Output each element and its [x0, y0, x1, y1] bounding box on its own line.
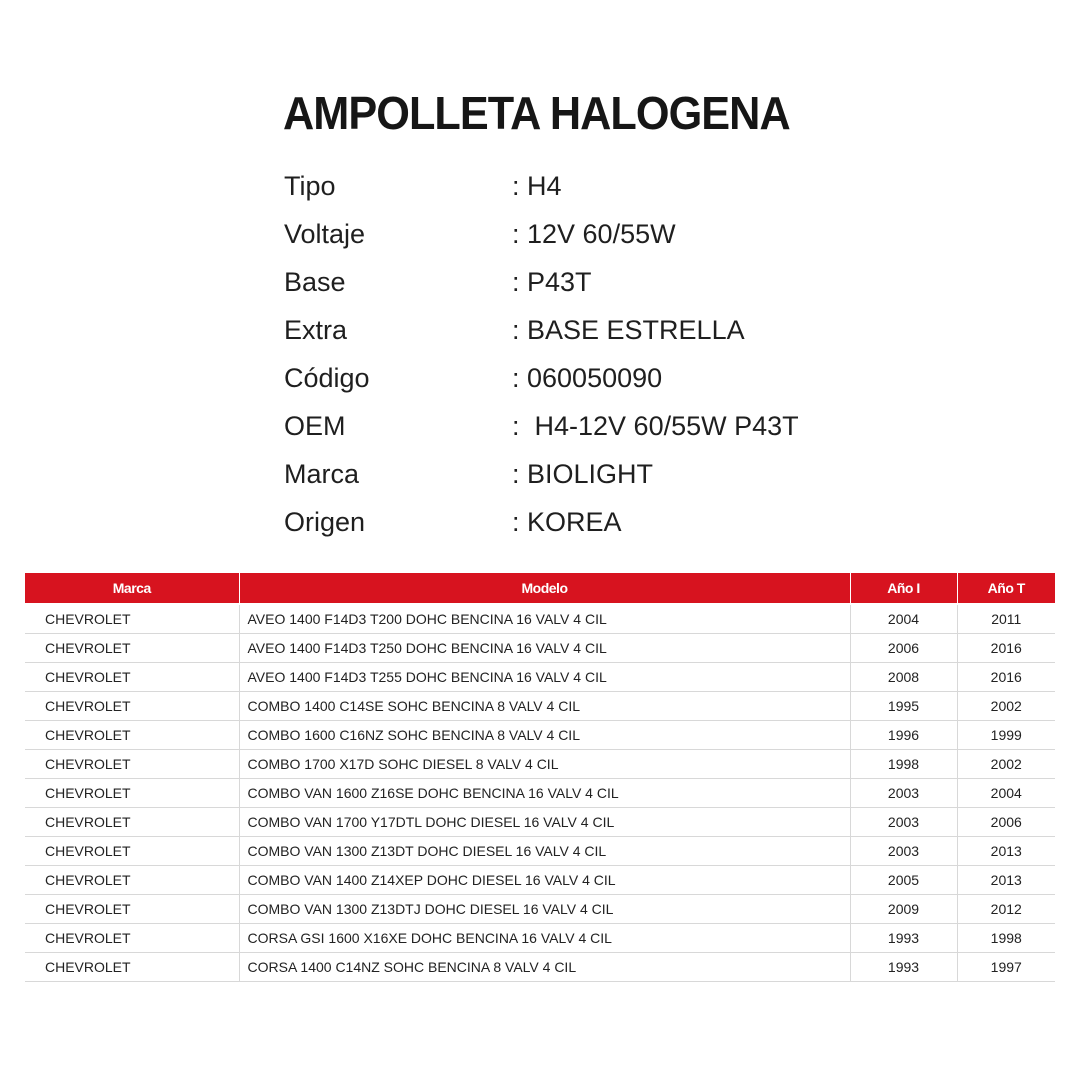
spec-value: : 12V 60/55W	[512, 218, 676, 249]
spec-row-oem	[284, 402, 844, 450]
column-header-year-end: Año T	[957, 573, 1055, 604]
cell-year-start: 2009	[850, 895, 957, 924]
column-header-brand: Marca	[25, 573, 239, 604]
cell-year-end: 1997	[957, 953, 1055, 982]
spec-label: Tipo	[284, 170, 336, 201]
cell-year-end: 2011	[957, 604, 1055, 634]
cell-year-start: 1993	[850, 924, 957, 953]
product-title: AMPOLLETA HALOGENA	[283, 87, 790, 139]
cell-brand: CHEVROLET	[25, 953, 239, 982]
table-row	[25, 895, 1055, 924]
compatibility-table	[25, 573, 1055, 982]
cell-brand: CHEVROLET	[25, 837, 239, 866]
cell-year-start: 1995	[850, 692, 957, 721]
table-row	[25, 750, 1055, 779]
cell-year-end: 2016	[957, 634, 1055, 663]
spec-row-extra	[284, 306, 844, 354]
cell-year-end: 1999	[957, 721, 1055, 750]
cell-model: COMBO VAN 1600 Z16SE DOHC BENCINA 16 VALV 4 CIL	[239, 779, 850, 808]
cell-model: CORSA 1400 C14NZ SOHC BENCINA 8 VALV 4 CIL	[239, 953, 850, 982]
table-row	[25, 924, 1055, 953]
table-row	[25, 692, 1055, 721]
spec-label: Origen	[284, 506, 366, 537]
cell-brand: CHEVROLET	[25, 866, 239, 895]
cell-year-end: 1998	[957, 924, 1055, 953]
cell-brand: CHEVROLET	[25, 692, 239, 721]
cell-brand: CHEVROLET	[25, 750, 239, 779]
cell-year-start: 1996	[850, 721, 957, 750]
cell-year-start: 1993	[850, 953, 957, 982]
spec-label: Voltaje	[284, 218, 366, 249]
cell-year-start: 2003	[850, 808, 957, 837]
cell-year-start: 2003	[850, 779, 957, 808]
spec-row-base	[284, 258, 844, 306]
table-body	[25, 604, 1055, 982]
cell-brand: CHEVROLET	[25, 779, 239, 808]
cell-brand: CHEVROLET	[25, 924, 239, 953]
table-row	[25, 604, 1055, 634]
cell-brand: CHEVROLET	[25, 808, 239, 837]
cell-year-end: 2004	[957, 779, 1055, 808]
cell-year-start: 2006	[850, 634, 957, 663]
cell-model: COMBO VAN 1400 Z14XEP DOHC DIESEL 16 VALV 4 CIL	[239, 866, 850, 895]
cell-year-end: 2012	[957, 895, 1055, 924]
cell-year-start: 2005	[850, 866, 957, 895]
spec-label: Código	[284, 362, 370, 393]
spec-value: : P43T	[512, 266, 592, 297]
spec-label: Base	[284, 266, 346, 297]
cell-brand: CHEVROLET	[25, 634, 239, 663]
cell-year-end: 2002	[957, 750, 1055, 779]
spec-label: Marca	[284, 458, 360, 489]
spec-value: : KOREA	[512, 506, 622, 537]
spec-label: OEM	[284, 410, 346, 441]
spec-row-marca	[284, 450, 844, 498]
spec-row-codigo	[284, 354, 844, 402]
spec-value: : H4	[512, 170, 562, 201]
cell-model: CORSA GSI 1600 X16XE DOHC BENCINA 16 VALV 4 CIL	[239, 924, 850, 953]
cell-model: COMBO VAN 1700 Y17DTL DOHC DIESEL 16 VALV 4 CIL	[239, 808, 850, 837]
cell-brand: CHEVROLET	[25, 604, 239, 634]
table-row	[25, 866, 1055, 895]
cell-year-end: 2016	[957, 663, 1055, 692]
table-row	[25, 808, 1055, 837]
spec-value: : 060050090	[512, 362, 663, 393]
cell-year-start: 2003	[850, 837, 957, 866]
spec-list	[284, 162, 844, 546]
cell-model: COMBO VAN 1300 Z13DTJ DOHC DIESEL 16 VALV 4 CIL	[239, 895, 850, 924]
table-row	[25, 953, 1055, 982]
spec-label: Extra	[284, 314, 348, 345]
table-row	[25, 721, 1055, 750]
cell-model: COMBO 1700 X17D SOHC DIESEL 8 VALV 4 CIL	[239, 750, 850, 779]
cell-year-end: 2002	[957, 692, 1055, 721]
table-header-row	[25, 573, 1055, 604]
cell-model: COMBO 1600 C16NZ SOHC BENCINA 8 VALV 4 CIL	[239, 721, 850, 750]
column-header-model: Modelo	[239, 573, 850, 604]
table-row	[25, 779, 1055, 808]
column-header-year-start: Año I	[850, 573, 957, 604]
cell-brand: CHEVROLET	[25, 721, 239, 750]
cell-year-start: 2004	[850, 604, 957, 634]
cell-year-start: 1998	[850, 750, 957, 779]
cell-model: AVEO 1400 F14D3 T200 DOHC BENCINA 16 VALV 4 CIL	[239, 604, 850, 634]
spec-row-origen	[284, 498, 844, 546]
spec-value: : H4-12V 60/55W P43T	[512, 410, 799, 441]
table-row	[25, 663, 1055, 692]
table-row	[25, 634, 1055, 663]
cell-brand: CHEVROLET	[25, 663, 239, 692]
cell-model: COMBO VAN 1300 Z13DT DOHC DIESEL 16 VALV 4 CIL	[239, 837, 850, 866]
cell-year-end: 2013	[957, 866, 1055, 895]
spec-row-tipo	[284, 162, 844, 210]
spec-value: : BIOLIGHT	[512, 458, 654, 489]
cell-model: AVEO 1400 F14D3 T250 DOHC BENCINA 16 VALV 4 CIL	[239, 634, 850, 663]
spec-row-voltaje	[284, 210, 844, 258]
spec-value: : BASE ESTRELLA	[512, 314, 745, 345]
table-row	[25, 837, 1055, 866]
cell-year-end: 2013	[957, 837, 1055, 866]
cell-brand: CHEVROLET	[25, 895, 239, 924]
cell-year-end: 2006	[957, 808, 1055, 837]
cell-year-start: 2008	[850, 663, 957, 692]
cell-model: COMBO 1400 C14SE SOHC BENCINA 8 VALV 4 CIL	[239, 692, 850, 721]
cell-model: AVEO 1400 F14D3 T255 DOHC BENCINA 16 VALV 4 CIL	[239, 663, 850, 692]
